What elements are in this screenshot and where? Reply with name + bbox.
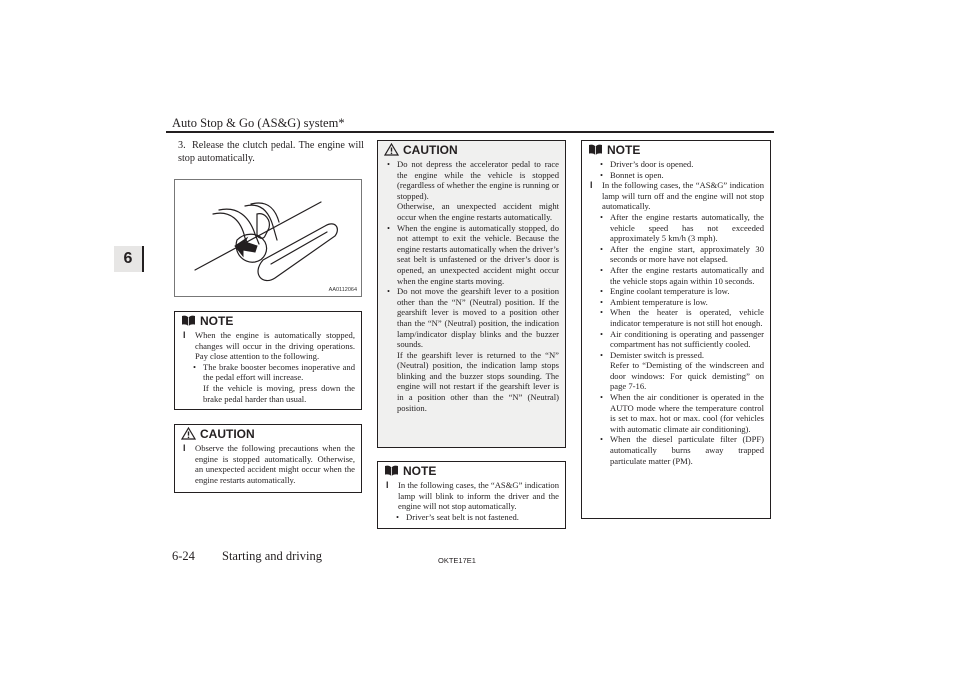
dot-bullet-icon: • — [600, 296, 604, 307]
list-item: • Bonnet is open. — [600, 169, 664, 180]
list-item: l Observe the following precautions when the engine is stopped automatically. Otherwise, an unexpected accident might occur when the engine restarts automatically. — [183, 443, 355, 485]
circle-bullet-icon: l — [183, 443, 186, 453]
note-heading: NOTE — [582, 141, 770, 158]
note-box-left — [174, 311, 362, 410]
dot-bullet-icon: • — [600, 307, 604, 318]
note-heading: NOTE — [175, 312, 361, 329]
note-heading: NOTE — [378, 462, 565, 479]
list-item: • Ambient temperature is low. — [600, 296, 708, 307]
caution-body — [175, 442, 361, 491]
dot-bullet-icon: • — [600, 349, 604, 360]
warning-triangle-icon — [384, 143, 399, 156]
list-item: • After the engine restarts automatically, the vehicle speed has not exceeded approximately 5 km/h (3 mph). — [600, 211, 764, 244]
list-item-continuation: Otherwise, an unexpected accident might occur when the engine restarts automatically. — [397, 201, 559, 222]
dot-bullet-icon: • — [600, 211, 604, 222]
caution-body — [378, 158, 565, 419]
list-item-continuation: If the vehicle is moving, press down the brake pedal harder than usual. — [203, 382, 355, 404]
figure-code: AA0112064 — [328, 287, 357, 293]
note-box-right — [581, 140, 771, 519]
list-item-continuation: If the gearshift lever is returned to the “N” (Neutral) position, the indication lamp stops blinking and the buzzer stops sounding. The engine will not restart if the gearshift lever is in a position other than the “N” (Neutral) position. — [397, 349, 559, 413]
step-3 — [178, 140, 364, 165]
page-number: 6-24 — [172, 549, 195, 563]
list-item: • Do not move the gearshift lever to a position other than the “N” (Neutral) position. If the gearshift lever is moved to a position other than the “N” (Neutral) position, the indication lamp/indicator display blinks and the buzzer sounds. — [387, 286, 559, 350]
dot-bullet-icon: • — [193, 361, 197, 372]
dot-bullet-icon: • — [387, 222, 391, 233]
document-code: OKTE17E1 — [438, 556, 476, 565]
step-number: 3. — [178, 140, 186, 151]
pedal-drawing — [175, 180, 361, 296]
note-icon — [384, 465, 399, 477]
dot-bullet-icon: • — [600, 434, 604, 445]
caution-box-left — [174, 424, 362, 493]
note-body — [582, 158, 770, 472]
chapter-tab: 6 — [114, 246, 144, 272]
dot-bullet-icon: • — [600, 169, 604, 180]
dot-bullet-icon: • — [600, 264, 604, 275]
caution-box-middle — [377, 140, 566, 448]
dot-bullet-icon: • — [600, 159, 604, 169]
dot-bullet-icon: • — [387, 159, 391, 169]
list-item: • Driver’s seat belt is not fastened. — [396, 511, 519, 522]
list-item: • Air conditioning is operating and passenger compartment has not sufficiently cooled. — [600, 328, 764, 350]
list-item: • Driver’s door is opened. — [600, 159, 694, 169]
dot-bullet-icon: • — [600, 286, 604, 297]
list-item: • After the engine start, approximately 30 seconds or more have not elapsed. — [600, 243, 764, 265]
list-item: l In the following cases, the “AS&G” indication lamp will turn off and the engine will not stop automatically. — [590, 180, 764, 212]
header-rule — [166, 131, 774, 133]
running-header-title: Auto Stop & Go (AS&G) system* — [172, 116, 345, 130]
warning-triangle-icon — [181, 427, 196, 440]
list-item: • When the engine is automatically stopped, do not attempt to exit the vehicle. Because the engine restarts automatically when the driver’s seat belt is unfastened or the driver’s door is opened, an unexpected accident might occur when the engine starts moving. — [387, 222, 559, 286]
note-body — [175, 329, 361, 410]
circle-bullet-icon: l — [386, 480, 389, 490]
note-icon — [181, 315, 196, 327]
circle-bullet-icon: l — [590, 180, 593, 191]
list-item-continuation: Refer to “Demisting of the windscreen and door windows: For quick demisting” on page 7-16. — [610, 360, 764, 392]
list-item: • Do not depress the accelerator pedal to race the engine while the vehicle is stopped (regardless of whether the engine is running or stopped). — [387, 159, 559, 201]
list-item: • When the diesel particulate filter (DPF) automatically burns away trapped particulate matter (PM). — [600, 434, 764, 466]
note-box-middle — [377, 461, 566, 529]
clutch-pedal-illustration — [174, 179, 362, 297]
dot-bullet-icon: • — [600, 243, 604, 254]
section-name: Starting and driving — [222, 549, 322, 563]
list-item: • Engine coolant temperature is low. — [600, 286, 730, 297]
list-item: • When the air conditioner is operated in the AUTO mode where the temperature control is set to max. hot or max. cool (for vehicles with automatic climate air conditioning). — [600, 392, 764, 434]
list-item: • The brake booster becomes inoperative and the pedal effort will increase. — [193, 361, 355, 383]
caution-heading: CAUTION — [378, 141, 565, 158]
dot-bullet-icon: • — [387, 286, 391, 297]
list-item: • After the engine restarts automatically and the vehicle stops again within 10 seconds. — [600, 264, 764, 286]
dot-bullet-icon: • — [600, 392, 604, 403]
circle-bullet-icon: l — [183, 330, 186, 340]
list-item: • Demister switch is pressed. — [600, 349, 705, 360]
dot-bullet-icon: • — [396, 511, 400, 522]
note-icon — [588, 144, 603, 156]
list-item: l In the following cases, the “AS&G” indication lamp will blink to inform the driver and the engine will not stop automatically. — [386, 480, 559, 512]
list-item: • When the heater is operated, vehicle indicator temperature is not still hot enough. — [600, 307, 764, 328]
list-item: l When the engine is automatically stopped, changes will occur in the driving operations. Pay close attention to the following. — [183, 330, 355, 362]
caution-heading: CAUTION — [175, 425, 361, 442]
dot-bullet-icon: • — [600, 328, 604, 339]
step-text: Release the clutch pedal. The engine will stop automatically. — [178, 140, 364, 164]
note-body — [378, 479, 565, 528]
